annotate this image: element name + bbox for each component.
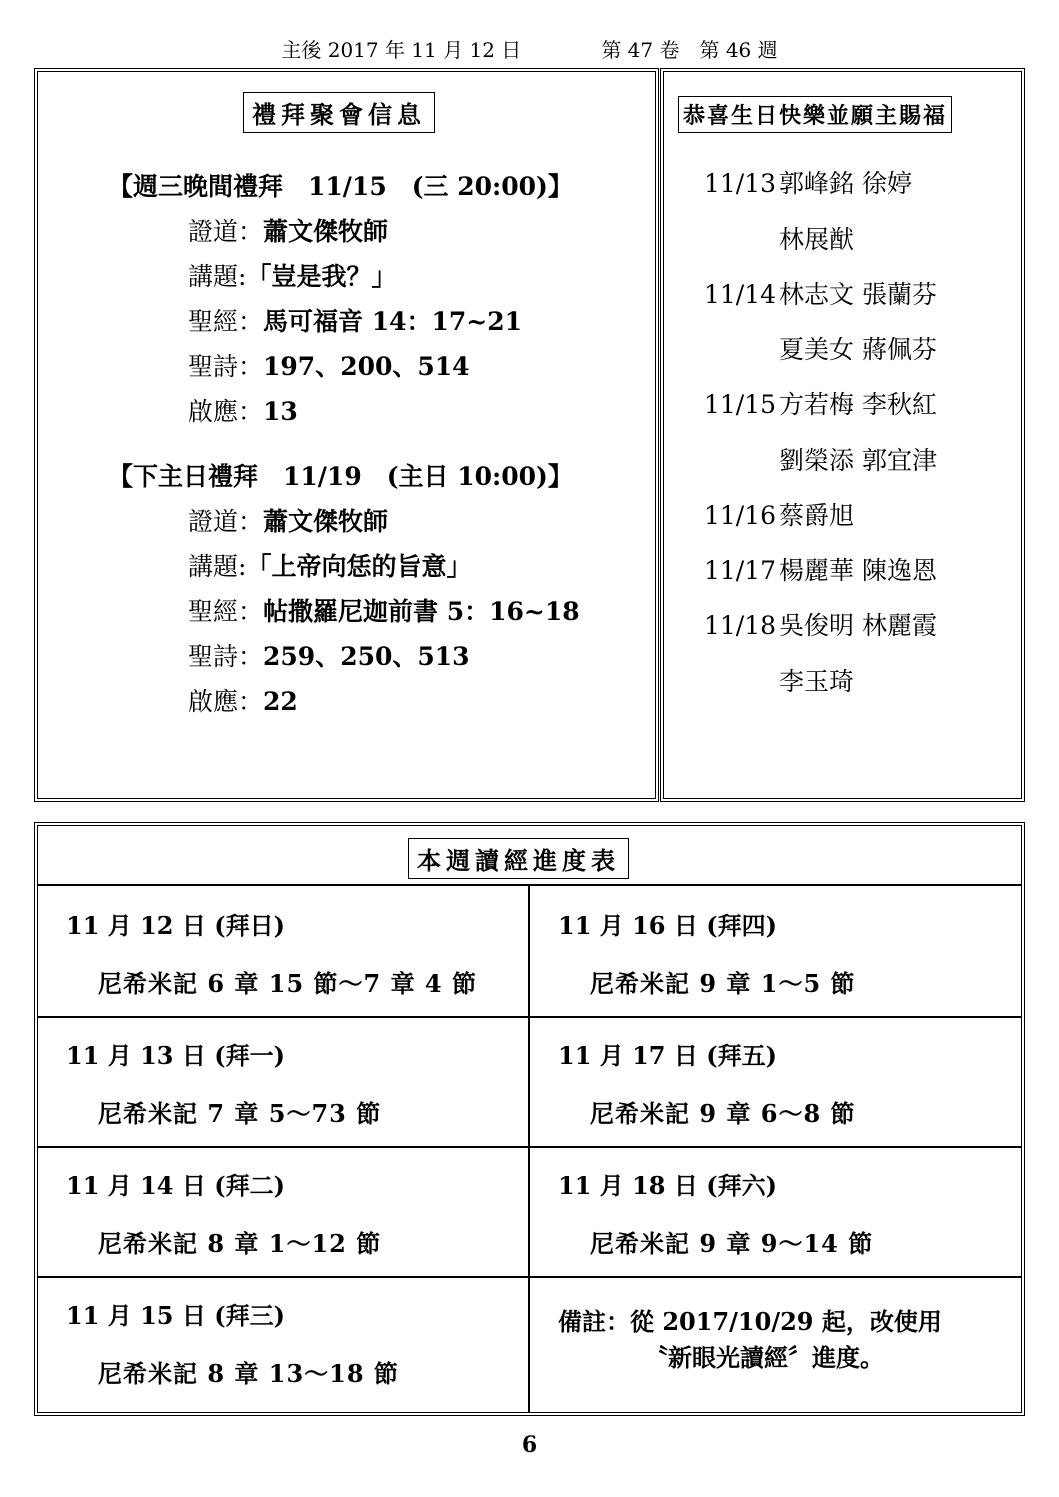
reading-passage: 尼希米記 9 章 9～14 節 <box>590 1229 874 1258</box>
note-line-2: 〝新眼光讀經〞進度。 <box>644 1343 884 1372</box>
divider <box>528 884 530 1412</box>
birthday-row: 11/13 郭峰銘 徐婷 <box>704 169 912 198</box>
header-date: 主後 2017 年 11 月 12 日 <box>281 38 522 62</box>
reading-passage: 尼希米記 8 章 1～12 節 <box>98 1229 382 1258</box>
wed-responsive: 啟應：13 <box>188 397 298 426</box>
birthday-row: 夏美女 蔣佩芬 <box>779 335 937 364</box>
wed-topic: 講題:「豈是我？」 <box>188 262 397 291</box>
wed-preacher: 證道：蕭文傑牧師 <box>188 217 389 246</box>
reading-date: 11 月 17 日 (拜五) <box>558 1041 777 1070</box>
birthday-row: 11/16 蔡爵旭 <box>704 501 855 530</box>
birthday-row: 林展猷 <box>779 225 855 254</box>
reading-date: 11 月 16 日 (拜四) <box>558 911 777 940</box>
reading-passage: 尼希米記 9 章 1～5 節 <box>590 969 856 998</box>
sunday-heading: 【下主日禮拜 11/19 (主日 10:00)】 <box>108 462 573 491</box>
wed-scripture: 聖經：馬可福音 14：17~21 <box>188 307 523 336</box>
worship-title: 禮拜聚會信息 <box>243 92 435 133</box>
reading-date: 11 月 18 日 (拜六) <box>558 1171 777 1200</box>
page-number: 6 <box>521 1432 538 1458</box>
sun-scripture: 聖經：帖撒羅尼迦前書 5：16~18 <box>188 597 580 626</box>
birthday-row: 11/15 方若梅 李秋紅 <box>704 390 937 419</box>
birthday-row: 11/14 林志文 張蘭芬 <box>704 280 937 309</box>
sun-responsive: 啟應：22 <box>188 687 298 716</box>
wednesday-heading: 【週三晚間禮拜 11/15 (三 20:00)】 <box>108 172 573 201</box>
birthday-row: 李玉琦 <box>779 667 855 696</box>
birthday-box <box>660 68 1025 802</box>
reading-date: 11 月 15 日 (拜三) <box>66 1301 285 1330</box>
reading-passage: 尼希米記 7 章 5～73 節 <box>98 1099 382 1128</box>
birthday-row: 11/18 吳俊明 林麗霞 <box>704 611 937 640</box>
birthday-row: 11/17 楊麗華 陳逸恩 <box>704 556 937 585</box>
header-volume: 第 47 卷 第 46 週 <box>601 38 778 62</box>
reading-date: 11 月 14 日 (拜二) <box>66 1171 285 1200</box>
birthday-row: 劉榮添 郭宜津 <box>779 446 937 475</box>
reading-passage: 尼希米記 9 章 6～8 節 <box>590 1099 856 1128</box>
worship-info-box <box>34 68 659 802</box>
note-line-1: 備註：從 2017/10/29 起，改使用 <box>558 1307 942 1336</box>
reading-passage: 尼希米記 6 章 15 節～7 章 4 節 <box>98 969 477 998</box>
sun-preacher: 證道：蕭文傑牧師 <box>188 507 389 536</box>
sun-hymns: 聖詩：259、250、513 <box>188 642 470 671</box>
reading-schedule-box <box>34 822 1025 1416</box>
reading-passage: 尼希米記 8 章 13～18 節 <box>98 1359 399 1388</box>
page-header <box>0 34 1059 63</box>
wed-hymns: 聖詩：197、200、514 <box>188 352 470 381</box>
reading-title: 本週讀經進度表 <box>408 838 629 879</box>
reading-date: 11 月 13 日 (拜一) <box>66 1041 285 1070</box>
birthday-title: 恭喜生日快樂並願主賜福 <box>678 96 952 133</box>
reading-note <box>558 1304 1018 1376</box>
reading-date: 11 月 12 日 (拜日) <box>66 911 285 940</box>
sun-topic: 講題:「上帝向恁的旨意」 <box>188 552 472 581</box>
